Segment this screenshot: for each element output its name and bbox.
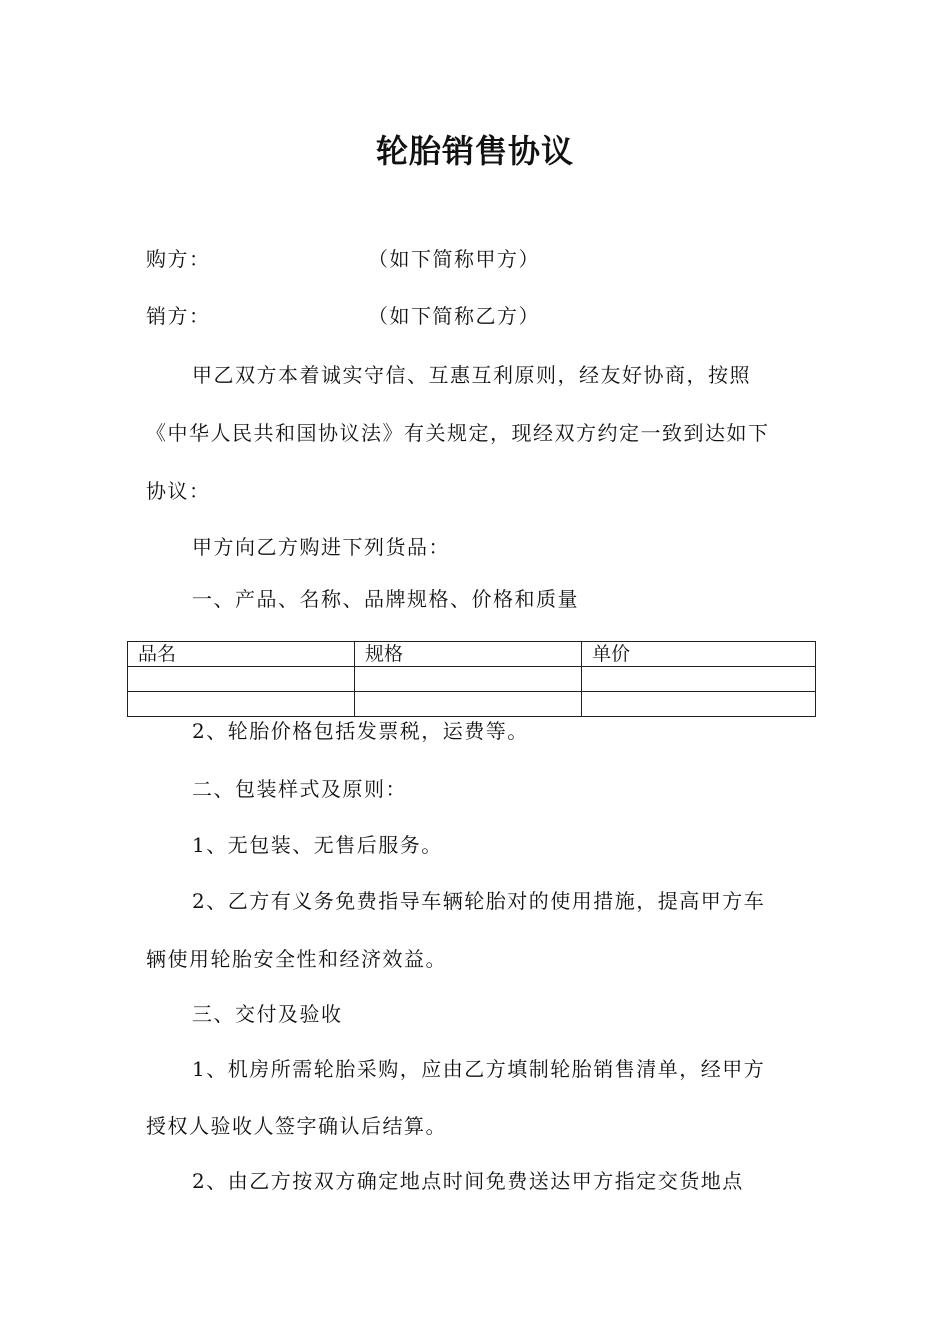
seller-label: 销方： <box>146 304 211 328</box>
section2-heading: 二、包装样式及原则： <box>192 777 407 801</box>
table-cell[interactable] <box>128 667 355 692</box>
header-spec: 规格 <box>355 642 582 667</box>
section3-item2-line-1: 2、由乙方按双方确定地点时间免费送达甲方指定交货地点 <box>192 1169 744 1193</box>
table-cell[interactable] <box>128 692 355 717</box>
table-cell[interactable] <box>582 667 816 692</box>
table-cell[interactable] <box>582 692 816 717</box>
table-cell[interactable] <box>355 692 582 717</box>
header-unit-price: 单价 <box>582 642 816 667</box>
section1-heading: 一、产品、名称、品牌规格、价格和质量 <box>192 587 579 611</box>
table-header-row <box>128 642 816 667</box>
seller-line <box>146 301 806 331</box>
table-cell[interactable] <box>355 667 582 692</box>
seller-note: （如下简称乙方） <box>368 304 540 328</box>
goods-table <box>127 641 816 717</box>
buyer-label: 购方： <box>146 247 211 271</box>
intro-line-1: 甲乙双方本着诚实守信、互惠互利原则，经友好协商，按照 <box>192 363 751 387</box>
buyer-line <box>146 244 806 274</box>
intro-line-2: 《中华人民共和国协议法》有关规定，现经双方约定一致到达如下 <box>146 421 770 445</box>
section3-heading: 三、交付及验收 <box>192 1002 343 1026</box>
table-row <box>128 667 816 692</box>
section3-item1-line-1: 1、机房所需轮胎采购，应由乙方填制轮胎销售清单，经甲方 <box>192 1057 766 1081</box>
section2-item2-line-1: 2、乙方有义务免费指导车辆轮胎对的使用措施，提高甲方车 <box>192 889 766 913</box>
header-product-name: 品名 <box>128 642 355 667</box>
purchase-line: 甲方向乙方购进下列货品： <box>192 535 450 559</box>
section2-item1: 1、无包装、无售后服务。 <box>192 833 443 857</box>
page-title: 轮胎销售协议 <box>375 132 574 170</box>
buyer-note: （如下简称甲方） <box>368 247 540 271</box>
section1-item2: 2、轮胎价格包括发票税，运费等。 <box>192 719 529 743</box>
section3-item1-line-2: 授权人验收人签字确认后结算。 <box>146 1114 447 1138</box>
table-row <box>128 692 816 717</box>
intro-line-3: 协议： <box>146 479 211 503</box>
section2-item2-line-2: 辆使用轮胎安全性和经济效益。 <box>146 947 447 971</box>
